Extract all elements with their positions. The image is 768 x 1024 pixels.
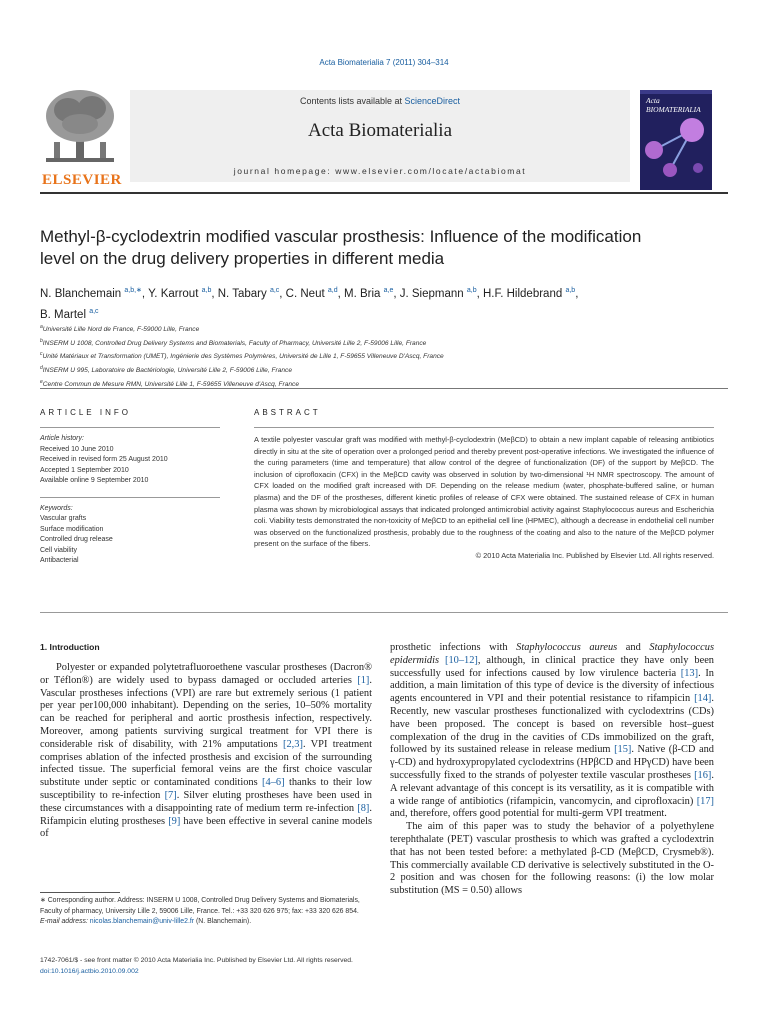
article-info-rule bbox=[40, 427, 220, 428]
author-separator: , bbox=[337, 287, 344, 300]
author-separator: , bbox=[279, 287, 286, 300]
affiliation-key: d bbox=[40, 365, 43, 372]
author-separator: , bbox=[393, 287, 400, 300]
affiliation-text: Unité Matériaux et Transformation (UMET), Ingénierie des Systèmes Polymères, Université de Lille 1, F-59655 Villeneuve D'Ascq, France bbox=[42, 353, 444, 361]
history-line: Available online 9 September 2010 bbox=[40, 477, 149, 484]
citation-link[interactable]: [9] bbox=[168, 815, 181, 827]
body-text: and bbox=[617, 642, 650, 653]
body-text: prosthetic infections with bbox=[390, 642, 517, 653]
history-line: Received 10 June 2010 bbox=[40, 445, 114, 453]
footnote-rule bbox=[40, 892, 120, 893]
affiliation-list bbox=[40, 322, 720, 390]
contents-prefix: Contents lists available at bbox=[299, 96, 405, 106]
affiliation-text: Université Lille Nord de France, F-59000 Lille, France bbox=[42, 326, 200, 334]
article-info-panel bbox=[40, 408, 220, 567]
article-title: Methyl-β-cyclodextrin modified vascular prosthesis: Influence of the modification level on the drug delivery properties in different media bbox=[40, 227, 642, 268]
body-text: . VPI treatment comprises ablation of the infected prosthesis and excision of the surrounding infected tissue. The superficial femoral veins are the first choice vascular substitute under septic or contaminated conditions bbox=[40, 738, 372, 789]
history-line: Received in revised form 25 August 2010 bbox=[40, 456, 168, 463]
front-matter-line: 1742-7061/$ - see front matter © 2010 Acta Materialia Inc. Published by Elsevier Ltd. All rights reserved. bbox=[40, 957, 353, 964]
author-affiliation-marker[interactable]: a,e bbox=[383, 287, 394, 294]
affiliation-text: INSERM U 995, Laboratoire de Bactériologie, Université Lille 2, F-59006 Lille, France bbox=[42, 367, 293, 375]
keyword: Controlled drug release bbox=[40, 536, 113, 543]
author-affiliation-marker[interactable]: a,c bbox=[269, 287, 280, 294]
author-separator: , bbox=[211, 287, 218, 300]
author-affiliation-marker[interactable]: a,d bbox=[327, 287, 338, 294]
email-suffix: (N. Blanchemain). bbox=[194, 918, 252, 926]
citation-link[interactable]: [1] bbox=[357, 674, 370, 686]
article-history bbox=[40, 434, 220, 487]
keywords bbox=[40, 504, 220, 567]
contents-available-line bbox=[130, 96, 630, 106]
affiliation-rule bbox=[40, 388, 728, 389]
citation-link[interactable]: [13] bbox=[680, 667, 699, 679]
sciencedirect-link[interactable]: ScienceDirect bbox=[404, 96, 461, 106]
keyword: Antibacterial bbox=[40, 557, 79, 564]
citation-link[interactable]: [15] bbox=[614, 744, 632, 756]
affiliation-a bbox=[40, 322, 720, 336]
affiliation-key: e bbox=[40, 378, 43, 385]
abstract-bottom-rule bbox=[40, 612, 728, 613]
citation-link[interactable]: [8] bbox=[357, 802, 370, 814]
footnote-email-line bbox=[40, 917, 372, 928]
keywords-rule bbox=[40, 497, 220, 498]
author-separator: , bbox=[476, 287, 483, 300]
cover-title: Acta BIOMATERIALIA bbox=[646, 96, 701, 114]
author-name: J. Siepmann bbox=[399, 287, 467, 300]
body-column-left bbox=[40, 642, 372, 841]
affiliation-key: b bbox=[40, 337, 43, 344]
journal-citation[interactable]: Acta Biomaterialia 7 (2011) 304–314 bbox=[319, 58, 449, 67]
email-label: E-mail address: bbox=[40, 918, 90, 926]
keyword: Vascular grafts bbox=[40, 515, 87, 522]
intro-paragraph-3: The aim of this paper was to study the behavior of a polyethylene terephthalate (PET) vascular prosthesis to which was grafted a cyclodextrin that has not been tested before: a methylated β-CD (MeβCD, Crysmeb®). This commercially available CD derivative is selectively substituted in the O-2 position and was chosen for the following reasons: (i) the low molar substitution (MS = 0.50) allows bbox=[390, 821, 714, 897]
keyword: Cell viability bbox=[40, 546, 77, 554]
author-affiliation-marker[interactable]: a,c bbox=[89, 307, 99, 315]
author-list bbox=[40, 282, 720, 324]
body-text: . Native (β-CD and γ-CD) and hydroxypropylated cyclodextrins (HPβCD and HPγCD) have been successfully fixed to the strands of polyester textile vascular prostheses bbox=[390, 744, 714, 781]
body-text: . In addition, a main limitation of this type of device is the diversity of infectious agents encountered in VPI and their potential resistance to rifampicin bbox=[390, 667, 714, 705]
corresponding-author-footnote bbox=[40, 896, 372, 928]
elsevier-wordmark: ELSEVIER bbox=[42, 172, 122, 188]
author-affiliation-marker[interactable]: a,b,∗ bbox=[124, 287, 142, 294]
history-line: Accepted 1 September 2010 bbox=[40, 466, 129, 474]
history-label: Article history: bbox=[40, 435, 84, 442]
affiliation-key: a bbox=[40, 324, 43, 330]
citation-link[interactable]: [7] bbox=[164, 789, 177, 801]
author-name: H.F. Hildebrand bbox=[482, 287, 566, 300]
body-text: , although, in clinical practice they have only been successfully used for infections caused by low virulence bacteria bbox=[390, 654, 714, 679]
section-heading-introduction: 1. Introduction bbox=[40, 642, 100, 652]
keyword: Surface modification bbox=[40, 525, 104, 533]
elsevier-tree-icon bbox=[40, 88, 120, 166]
journal-homepage[interactable]: journal homepage: www.elsevier.com/locate/actabiomat bbox=[233, 166, 527, 176]
citation-link[interactable]: [4–6] bbox=[262, 777, 285, 789]
abstract-heading: ABSTRACT bbox=[254, 408, 321, 417]
affiliation-key: c bbox=[40, 351, 43, 358]
author-separator: , bbox=[141, 287, 149, 300]
body-text: . A relevant advantage of this concept is its versatility, as it is compatible with a wide range of antibiotics (rifampicin, vancomycin, and ciprofloxacin) bbox=[390, 769, 714, 807]
citation-link[interactable]: [14] bbox=[694, 693, 712, 705]
doi-link[interactable]: doi:10.1016/j.actbio.2010.09.002 bbox=[40, 967, 139, 975]
body-text: . Silver eluting prostheses have been used in these circumstances with a disappointing rate of medium term re-infection bbox=[40, 789, 372, 814]
abstract-copyright: © 2010 Acta Materialia Inc. Published by Elsevier Ltd. All rights reserved. bbox=[475, 550, 714, 560]
body-text: have been effective in several canine models of bbox=[40, 815, 372, 840]
article-info-heading: ARTICLE INFO bbox=[40, 408, 131, 417]
header-rule bbox=[40, 192, 728, 194]
citation-link[interactable]: [10–12] bbox=[445, 654, 478, 666]
abstract-text: A textile polyester vascular graft was modified with methyl-β-cyclodextrin (MeβCD) to obtain a new implant capable of releasing antibiotics directly in situ at the site of operation over a prolonged period and thereby prevent post-operative infections. We investigated the influence of the curing parameters (time and temperature) that allow control of the degree of functionalization (DF) of the support by MeβCD. The inclusion of ciprofloxacin (CFX) in the MeβCD cavity was observed in solution by two-dimensional ¹H NMR spectroscopy. The amount of CFX loaded on the modified graft increased with DF. Depending on the release medium (water, phosphate-buffered saline, or human plasma) and the DF of the prostheses, different kinetic profiles of release of CFX were obtained. The sustained release of CFX in human plasma was shown by microbiological assays that indicated prolonged antimicrobial activity against Staphylococcus aureus and Escherichia coli. Viability tests demonstrated the non-toxicity of MeβCD to an epithelial cell line (HPMEC), although a decrease in endothelial cell number was observed on the functionalized prosthesis, probably due to the roughness of the coating and also to the nature of the MeβCD polymer present on the surface of the fibers. bbox=[254, 435, 714, 549]
species-name: Staphylococcus epidermidis bbox=[390, 642, 715, 666]
keywords-label: Keywords: bbox=[40, 504, 73, 512]
author-name: C. Neut bbox=[285, 287, 328, 300]
email-link[interactable]: nicolas.blanchemain@univ-lille2.fr bbox=[89, 918, 195, 926]
affiliation-text: Centre Commun de Mesure RMN, Université Lille 1, F-59655 Villeneuve d'Ascq, France bbox=[42, 380, 299, 388]
body-column-right bbox=[390, 642, 714, 898]
citation-link[interactable]: [16] bbox=[694, 769, 712, 781]
intro-paragraph-1 bbox=[40, 662, 372, 841]
body-text: and, therefore, offers good potential for multi-germ VPI treatment. bbox=[390, 808, 667, 820]
author-name: B. Martel bbox=[40, 308, 90, 321]
citation-link[interactable]: [17] bbox=[696, 795, 714, 807]
affiliation-text: INSERM U 1008, Controlled Drug Delivery Systems and Biomaterials, Faculty of Pharmacy, Université Lille 2, F-59006 Lille, France bbox=[42, 339, 427, 347]
affiliation-d bbox=[40, 363, 720, 377]
body-text: . Vascular prostheses infections (VPI) are rare but extremely serious (1 patient per year per100,000 inhabitant). Depending on the series, 10–50% mortality can be reached for peripheral and aortic prosthesis infection, respectively. Moreover, among patients surviving surgical treatment for VPI there is considerable risk of disability, with 21% amputations bbox=[40, 674, 372, 750]
intro-paragraph-2 bbox=[390, 642, 714, 821]
journal-cover-image bbox=[640, 90, 712, 190]
body-text: thanks to their low susceptibility to re-infection bbox=[40, 777, 372, 801]
author-name: M. Bria bbox=[343, 287, 384, 300]
author-name: N. Blanchemain bbox=[40, 287, 125, 300]
author-name: Y. Karrout bbox=[148, 287, 202, 300]
author-separator: , bbox=[575, 287, 579, 300]
author-affiliation-marker[interactable]: a,b bbox=[466, 287, 477, 294]
author-affiliation-marker[interactable]: a,b bbox=[201, 287, 212, 294]
citation-link[interactable]: [2,3] bbox=[283, 738, 303, 750]
affiliation-c bbox=[40, 349, 720, 363]
species-name: Staphylococcus aureus bbox=[516, 642, 618, 653]
author-name: N. Tabary bbox=[217, 287, 270, 300]
journal-band bbox=[130, 90, 630, 182]
body-text: . Recently, new vascular prostheses functionalized with cyclodextrins (CDs) have been proposed. The concept is based on reversible host–guest complexation of the drug in the cavities of CDs immobilized on the graft, followed by its sustained release in release medium bbox=[390, 693, 714, 756]
footnote-text: ∗ Corresponding author. Address: INSERM U 1008, Controlled Drug Delivery Systems and Biomaterials, Faculty of pharmacy, University Lille 2, 59006 Lille, France. Tel.: +33 320 626 975; fax: +33 320 626 854. bbox=[40, 897, 360, 915]
abstract-panel bbox=[254, 408, 714, 562]
journal-name: Acta Biomaterialia bbox=[307, 120, 453, 141]
elsevier-logo bbox=[40, 88, 122, 188]
abstract-rule bbox=[254, 427, 714, 428]
masthead bbox=[40, 80, 728, 190]
issn-block bbox=[40, 956, 728, 977]
body-text: Polyester or expanded polytetrafluoroethene vascular prostheses (Dacron® or Téflon®) are widely used to bypass damaged or occluded arteries bbox=[40, 662, 372, 686]
author-affiliation-marker[interactable]: a,b bbox=[565, 287, 576, 294]
affiliation-b bbox=[40, 336, 720, 350]
body-text: . Rifampicin eluting prostheses bbox=[40, 802, 372, 827]
